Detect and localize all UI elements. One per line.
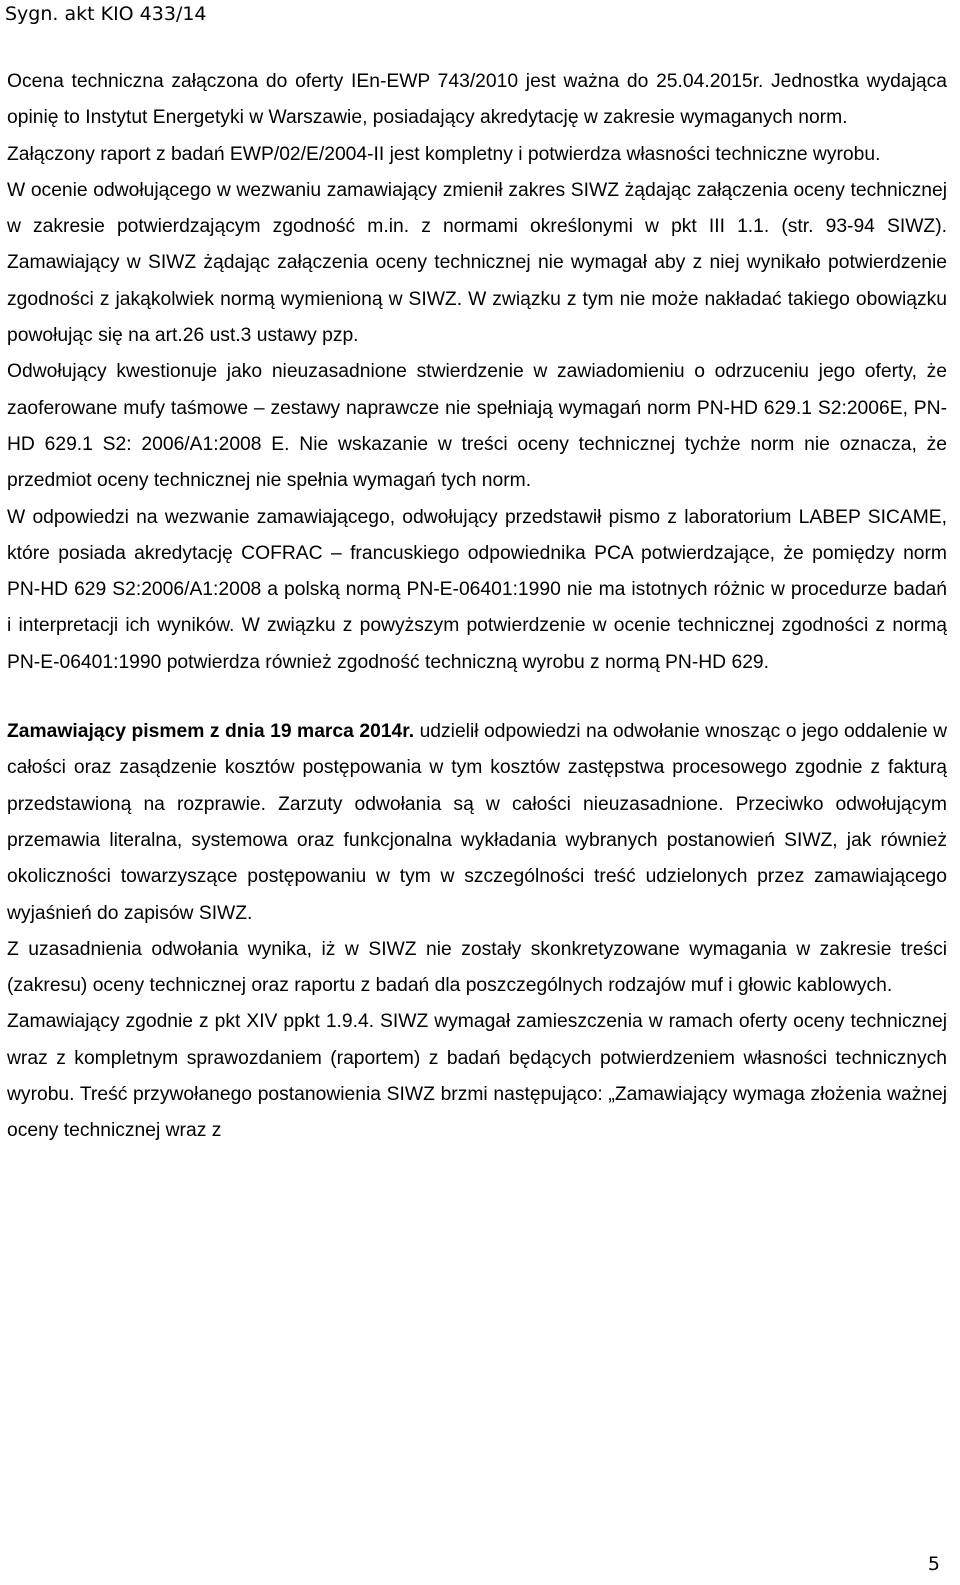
case-reference-header: Sygn. akt KIO 433/14 [5, 3, 207, 25]
reply-date-bold: Zamawiający pismem z dnia 19 marca 2014r. [7, 721, 415, 743]
page-number: 5 [927, 1553, 940, 1575]
reply-text: udzielił odpowiedzi na odwołanie wnosząc o jego oddalenie w całości oraz zasądzenie kosztów postępowania w tym kosztów zastępstwa procesowego zgodnie z fakturą przedstawioną na rozprawie. Zarzuty odwołania są w całości nieuzasadnione. Przeciwko odwołującym przemawia literalna, systemowa oraz funkcjonalna wykładania wybranych postanowień SIWZ, jak również okoliczności towarzyszące postępowaniu w tym w szczególności treść udzielonych przez zamawiającego wyjaśnień do zapisów SIWZ. [7, 721, 948, 924]
paragraph-contracting-authority-reply [7, 714, 947, 932]
document-body [7, 64, 947, 1150]
paragraph-labep-response: W odpowiedzi na wezwanie zamawiającego, odwołujący przedstawił pismo z laboratorium LABEP SICAME, które posiada akredytację COFRAC – francuskiego odpowiednika PCA potwierdzające, że pomiędzy norm PN-HD 629 S2:2006/A1:2008 a polską normą PN-E-06401:1990 nie ma istotnych różnic w procedurze badań i interpretacji ich wyników. W związku z powyższym potwierdzenie w ocenie technicznej zgodności z normą PN-E-06401:1990 potwierdza również zgodność techniczną wyrobu z normą PN-HD 629. [7, 506, 947, 673]
paragraph-rejection-dispute: Odwołujący kwestionuje jako nieuzasadnione stwierdzenie w zawiadomieniu o odrzuceniu jego oferty, że zaoferowane mufy taśmowe – zestawy naprawcze nie spełniają wymagań norm PN-HD 629.1 S2:2006E, PN-HD 629.1 S2: 2006/A1:2008 E. Nie wskazanie w treści oceny technicznej tychże norm nie oznacza, że przedmiot oceny technicznej nie spełnia wymagań tych norm. [7, 361, 947, 492]
paragraph-siwz-scope: W ocenie odwołującego w wezwaniu zamawiający zmienił zakres SIWZ żądając załączenia oceny technicznej w zakresie potwierdzającym zgodność m.in. z normami określonymi w pkt III 1.1. (str. 93-94 SIWZ). Zamawiający w SIWZ żądając załączenia oceny technicznej nie wymagał aby z niej wynikało potwierdzenie zgodności z jakąkolwiek normą wymienioną w SIWZ. W związku z tym nie może nakładać takiego obowiązku powołując się na art.26 ust.3 ustawy pzp. [7, 179, 947, 347]
paragraph-gap [7, 681, 947, 714]
paragraph-siwz-requirement: Zamawiający zgodnie z pkt XIV ppkt 1.9.4. SIWZ wymagał zamieszczenia w ramach oferty oceny technicznej wraz z kompletnym sprawozdaniem (raportem) z badań będących potwierdzeniem własności technicznych wyrobu. Treść przywołanego postanowienia SIWZ brzmi następująco: „Zamawiający wymaga złożenia ważnej oceny technicznej wraz z [7, 1011, 947, 1142]
paragraph-test-report: Załączony raport z badań EWP/02/E/2004-II jest kompletny i potwierdza własności techniczne wyrobu. [7, 143, 881, 165]
paragraph-justification: Z uzasadnienia odwołania wynika, iż w SIWZ nie zostały skonkretyzowane wymagania w zakresie treści (zakresu) oceny technicznej oraz raportu z badań dla poszczególnych rodzajów muf i głowic kablowych. [7, 938, 947, 997]
paragraph-technical-assessment: Ocena techniczna załączona do oferty IEn-EWP 743/2010 jest ważna do 25.04.2015r. Jednostka wydająca opinię to Instytut Energetyki w Warszawie, posiadający akredytację w zakresie wymaganych norm. [7, 71, 947, 129]
